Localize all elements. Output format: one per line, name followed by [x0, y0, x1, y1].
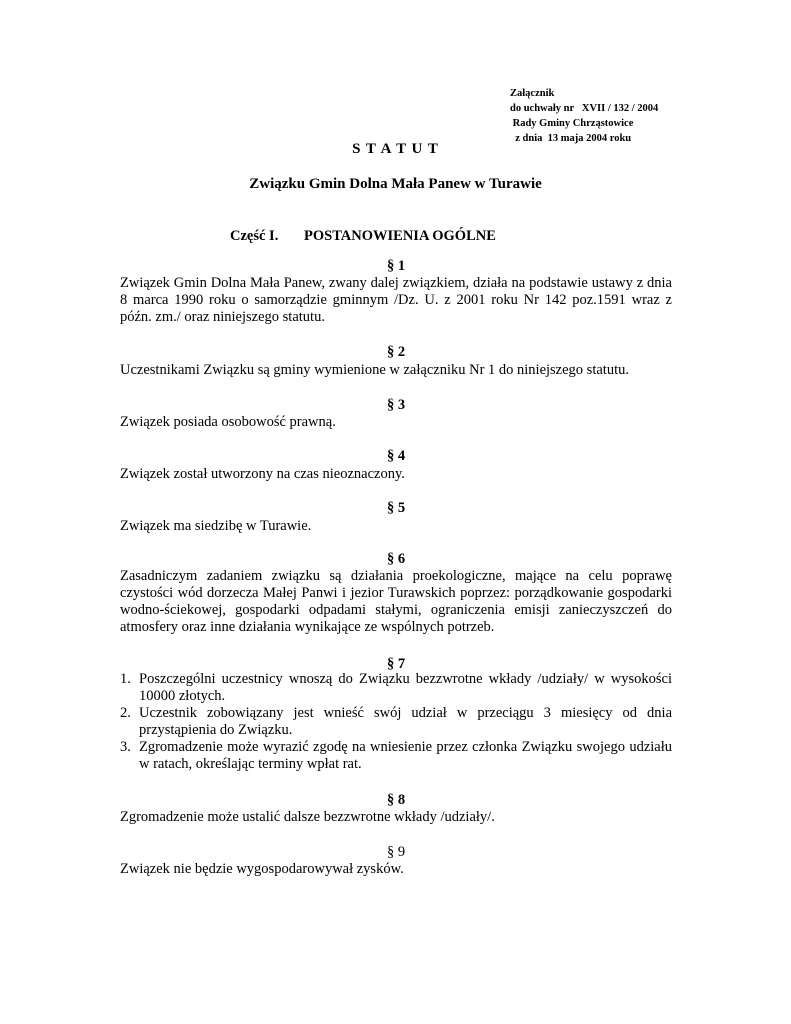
annex-line-1: Załącznik — [510, 88, 555, 99]
annex-note — [510, 86, 658, 146]
annex-line-2: do uchwały nr XVII / 132 / 2004 — [510, 103, 659, 114]
section-text-5: Związek ma siedzibę w Turawie. — [120, 518, 312, 534]
section-text-3: Związek posiada osobowość prawną. — [120, 414, 336, 430]
list-item-number: 3. — [120, 739, 131, 755]
section-mark-7: § 7 — [386, 656, 406, 672]
section-text-6: Zasadniczym zadaniem związku są działania proekologiczne, mające na celu poprawę czystości wód dorzecza Małej Panwi i jezior Turawskich poprzez: porządkowanie gospodarki wodno-ściekowej, gospodarki odpadami stałymi, ograniczenia emisji zanieczyszczeń do atmosfery oraz inne działania wynikające ze wspólnych potrzeb. — [120, 568, 672, 635]
document-subtitle: Związku Gmin Dolna Mała Panew w Turawie — [249, 176, 542, 192]
document-title: S T A T U T — [352, 141, 439, 157]
section-mark-5: § 5 — [386, 500, 406, 516]
section-mark-6: § 6 — [386, 551, 406, 567]
list-item — [120, 705, 672, 739]
list-item — [120, 739, 672, 773]
list-item-text: Zgromadzenie może wyrazić zgodę na wniesienie przez członka Związku swojego udziału w ratach, określając terminy wpłat rat. — [139, 739, 672, 772]
section-text-1: Związek Gmin Dolna Mała Panew, zwany dalej związkiem, działa na podstawie ustawy z dnia 8 marca 1990 roku o samorządzie gminnym /Dz. U. z 2001 roku Nr 142 poz.1591 wraz z późn. zm./ oraz niniejszego statutu. — [120, 275, 672, 325]
annex-line-3: Rady Gminy Chrząstowice — [510, 118, 634, 129]
section-text-8: Zgromadzenie może ustalić dalsze bezzwrotne wkłady /udziały/. — [120, 809, 495, 825]
section-text-4: Związek został utworzony na czas nieoznaczony. — [120, 466, 405, 482]
section-text-2: Uczestnikami Związku są gminy wymienione w załączniku Nr 1 do niniejszego statutu. — [120, 362, 629, 378]
part-heading — [230, 228, 496, 245]
annex-line-4: z dnia 13 maja 2004 roku — [510, 133, 632, 144]
part-number: Część I. — [230, 228, 279, 244]
section-mark-8: § 8 — [386, 792, 406, 808]
section-mark-2: § 2 — [386, 344, 406, 360]
section-list-7 — [120, 671, 672, 773]
list-item-text: Poszczególni uczestnicy wnoszą do Związku bezzwrotne wkłady /udziały/ w wysokości 10000 złotych. — [139, 671, 672, 704]
list-item — [120, 671, 672, 705]
list-item-number: 2. — [120, 705, 131, 721]
part-name: POSTANOWIENIA OGÓLNE — [304, 228, 496, 244]
section-text-9: Związek nie będzie wygospodarowywał zysków. — [120, 861, 404, 877]
list-item-number: 1. — [120, 671, 131, 687]
section-mark-1: § 1 — [386, 258, 406, 274]
section-mark-9: § 9 — [386, 844, 406, 860]
section-mark-4: § 4 — [386, 448, 406, 464]
section-mark-3: § 3 — [386, 397, 406, 413]
list-item-text: Uczestnik zobowiązany jest wnieść swój udział w przeciągu 3 miesięcy od dnia przystąpienia do Związku. — [139, 705, 672, 738]
